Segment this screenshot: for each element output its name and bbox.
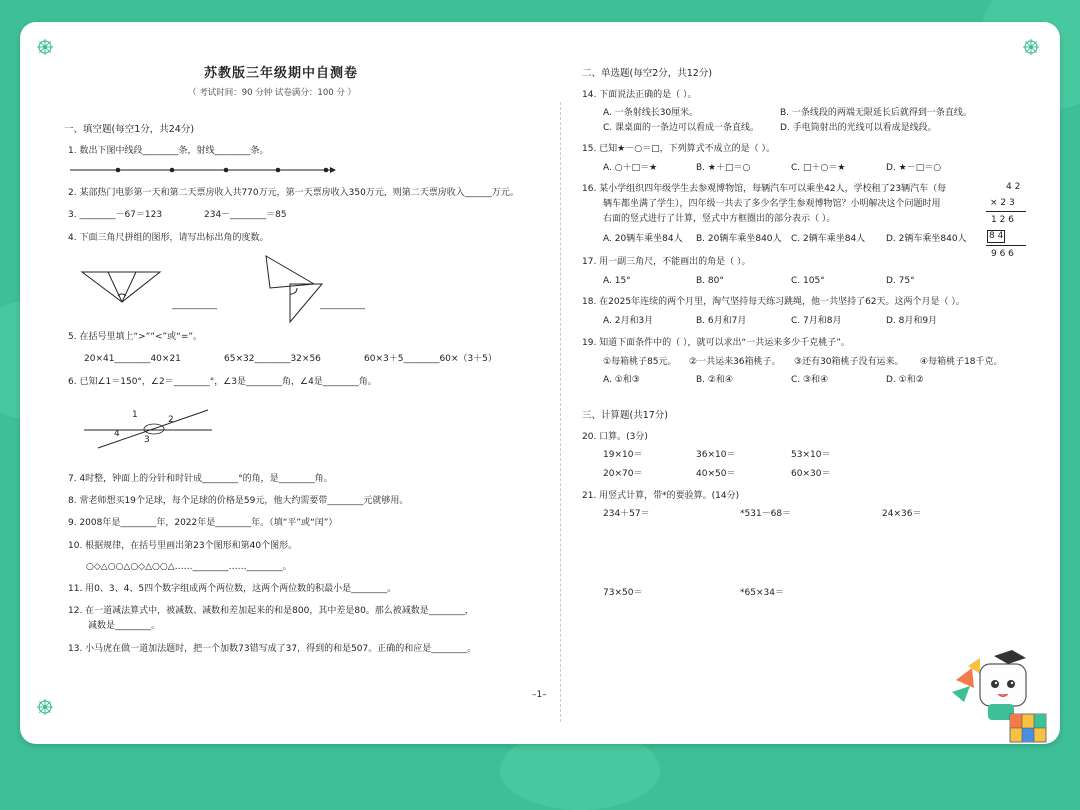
q10-text: 10. 根据规律，在括号里画出第23个图形和第40个图形。 <box>68 541 298 551</box>
ship-wheel-icon <box>36 38 54 56</box>
q14-option-d: D. 手电筒射出的光线可以看成是线段。 <box>780 123 937 133</box>
page-title: 苏教版三年级期中自测卷 <box>204 66 359 81</box>
q5-text: 5. 在括号里填上“>”“<”或“=”。 <box>68 332 203 342</box>
q21-item-2: *531－68＝ <box>740 509 792 519</box>
q16-option-b: B. 20辆车乘坐840人 <box>696 234 782 244</box>
q19-option-b: B. ②和④ <box>696 375 734 385</box>
q14-option-c: C. 课桌面的一条边可以看成一条直线。 <box>603 123 760 133</box>
ship-wheel-icon <box>36 698 54 716</box>
q16-calc-row5: 9 6 6 <box>991 249 1014 259</box>
q5a-text: 20×41________40×21 <box>84 354 181 364</box>
q11-text: 11. 用0、3、4、5四个数字组成两个两位数，这两个两位数的积最小是________。 <box>68 584 397 594</box>
q16-calc-row4-boxed: 8 4 <box>989 231 1004 241</box>
q20-item-3: 53×10＝ <box>791 450 831 460</box>
exam-paper <box>20 22 1060 744</box>
q18-text: 18. 在2025年连续的两个月里，淘气坚持每天练习跳绳，他一共坚持了62天。这两个月是（ ）。 <box>582 297 965 307</box>
q5c-text: 60×3＋5________60×（3＋5） <box>364 354 497 364</box>
q20-text: 20. 口算。(3分) <box>582 432 648 442</box>
q15-text: 15. 已知★－○＝□，下列算式不成立的是（ ）。 <box>582 144 775 154</box>
q17-option-d: D. 75° <box>886 276 915 286</box>
q1-text: 1. 数出下图中线段________条，射线________条。 <box>68 146 269 156</box>
q20-item-2: 36×10＝ <box>696 450 736 460</box>
q21-item-4: 73×50＝ <box>603 588 643 598</box>
q15-option-d: D. ★－□＝○ <box>886 163 942 173</box>
q20-item-5: 40×50＝ <box>696 469 736 479</box>
q19-condition-4: ④每箱桃子18千克。 <box>920 357 1003 367</box>
q16c-text: 右面的竖式进行了计算，竖式中方框圈出的部分表示（ ）。 <box>603 214 836 224</box>
q7-text: 7. 4时整，钟面上的分针和时针成________°的角，是________角。 <box>68 474 333 484</box>
page-number: –1– <box>532 690 547 700</box>
q17-option-b: B. 80° <box>696 276 724 286</box>
q13-text: 13. 小马虎在做一道加法题时，把一个加数73错写成了37，得到的和是507。正确的和应是________。 <box>68 644 477 654</box>
section2-title: 二、单选题(每空2分，共12分) <box>582 68 713 79</box>
q19-option-c: C. ③和④ <box>791 375 829 385</box>
exam-info: （ 考试时间：90 分钟 试卷满分：100 分 ） <box>188 88 357 98</box>
q16-calc-row2: × 2 3 <box>990 198 1015 208</box>
mascot-illustration <box>950 640 1050 744</box>
q4-text: 4. 下面三角尺拼组的图形，请写出标出角的度数。 <box>68 233 269 243</box>
q17-option-c: C. 105° <box>791 276 825 286</box>
q19-text: 19. 知道下面条件中的（ ），就可以求出“一共运来多少千克桃子”。 <box>582 338 850 348</box>
q8-text: 8. 常老师想买19个足球，每个足球的价格是59元，他大约需要带________元就够用。 <box>68 496 409 506</box>
section3-title: 三、计算题(共17分) <box>582 410 669 421</box>
q6-label-2: 2 <box>168 415 174 425</box>
q12a-text: 12. 在一道减法算式中，被减数、减数和差加起来的和是800，其中差是80。那么被减数是________， <box>68 606 474 616</box>
q1-line-figure <box>68 163 338 177</box>
q16b-text: 辆车都坐满了学生），四年级一共去了多少名学生参观博物馆？小明解决这个问题时用 <box>603 199 941 209</box>
section1-title: 一、填空题(每空1分，共24分) <box>64 124 195 135</box>
q20-item-4: 20×70＝ <box>603 469 643 479</box>
q10-pattern: ○◇△○○△○◇△○○△……________……________。 <box>86 562 292 572</box>
q6-text: 6. 已知∠1＝150°，∠2＝________°，∠3是________角，∠4是________角。 <box>68 377 377 387</box>
q16-option-d: D. 2辆车乘坐840人 <box>886 234 967 244</box>
q19-condition-1: ①每箱桃子85元。 <box>603 357 677 367</box>
q4-triangle-figure-1 <box>80 266 170 306</box>
q15-option-a: A. ○＋□＝★ <box>603 163 658 173</box>
q16-calc-row1: 4 2 <box>1006 182 1021 192</box>
q18-option-c: C. 7月和8月 <box>791 316 842 326</box>
q17-text: 17. 用一副三角尺，不能画出的角是（ ）。 <box>582 257 751 267</box>
q18-option-a: A. 2月和3月 <box>603 316 654 326</box>
q2-text: 2. 某部热门电影第一天和第二天票房收入共770万元，第一天票房收入350万元，则第二天票房收入______万元。 <box>68 188 519 198</box>
q6-label-3: 3 <box>144 435 150 445</box>
q19-option-a: A. ①和③ <box>603 375 640 385</box>
q16-option-a: A. 20辆车乘坐84人 <box>603 234 683 244</box>
q12b-text: 减数是________。 <box>88 621 161 631</box>
q20-item-1: 19×10＝ <box>603 450 643 460</box>
q14-option-b: B. 一条线段的两端无限延长后就得到一条直线。 <box>780 108 972 118</box>
q19-condition-3: ③还有30箱桃子没有运来。 <box>794 357 904 367</box>
q19-condition-2: ②一共运来36箱桃子。 <box>689 357 781 367</box>
q3a-text: 3. ________－67＝123 <box>68 210 163 220</box>
q15-option-b: B. ★＋□＝○ <box>696 163 751 173</box>
q19-option-d: D. ①和② <box>886 375 924 385</box>
q14-text: 14. 下面说法正确的是（ ）。 <box>582 90 697 100</box>
q5b-text: 65×32________32×56 <box>224 354 321 364</box>
q14-option-a: A. 一条射线长30厘米。 <box>603 108 699 118</box>
q16-calc-row3: 1 2 6 <box>991 215 1014 225</box>
q21-item-1: 234＋57＝ <box>603 509 650 519</box>
column-divider <box>560 102 561 722</box>
q3b-text: 234－________＝85 <box>204 210 287 220</box>
q16-option-c: C. 2辆车乘坐84人 <box>791 234 866 244</box>
ship-wheel-icon <box>1022 38 1040 56</box>
q17-option-a: A. 15° <box>603 276 631 286</box>
q6-label-4: 4 <box>114 429 120 439</box>
q20-item-6: 60×30＝ <box>791 469 831 479</box>
q16-calc-line2 <box>986 245 1026 246</box>
q21-item-3: 24×36＝ <box>882 509 922 519</box>
q15-option-c: C. □＋○＝★ <box>791 163 846 173</box>
q4-blank-1: __________ <box>172 300 217 310</box>
q9-text: 9. 2008年是________年，2022年是________年。（填“平”或“闰”） <box>68 518 338 528</box>
q6-label-1: 1 <box>132 410 138 420</box>
q21-item-5: *65×34＝ <box>740 588 784 598</box>
q18-option-d: D. 8月和9月 <box>886 316 938 326</box>
q16a-text: 16. 某小学组织四年级学生去参观博物馆，每辆汽车可以乘坐42人，学校租了23辆汽车（每 <box>582 184 947 194</box>
q4-triangle-figure-2 <box>260 254 340 324</box>
q4-blank-2: __________ <box>320 300 365 310</box>
q21-text: 21. 用竖式计算，带*的要验算。(14分) <box>582 491 740 501</box>
q18-option-b: B. 6月和7月 <box>696 316 747 326</box>
q16-calc-line1 <box>986 211 1026 212</box>
